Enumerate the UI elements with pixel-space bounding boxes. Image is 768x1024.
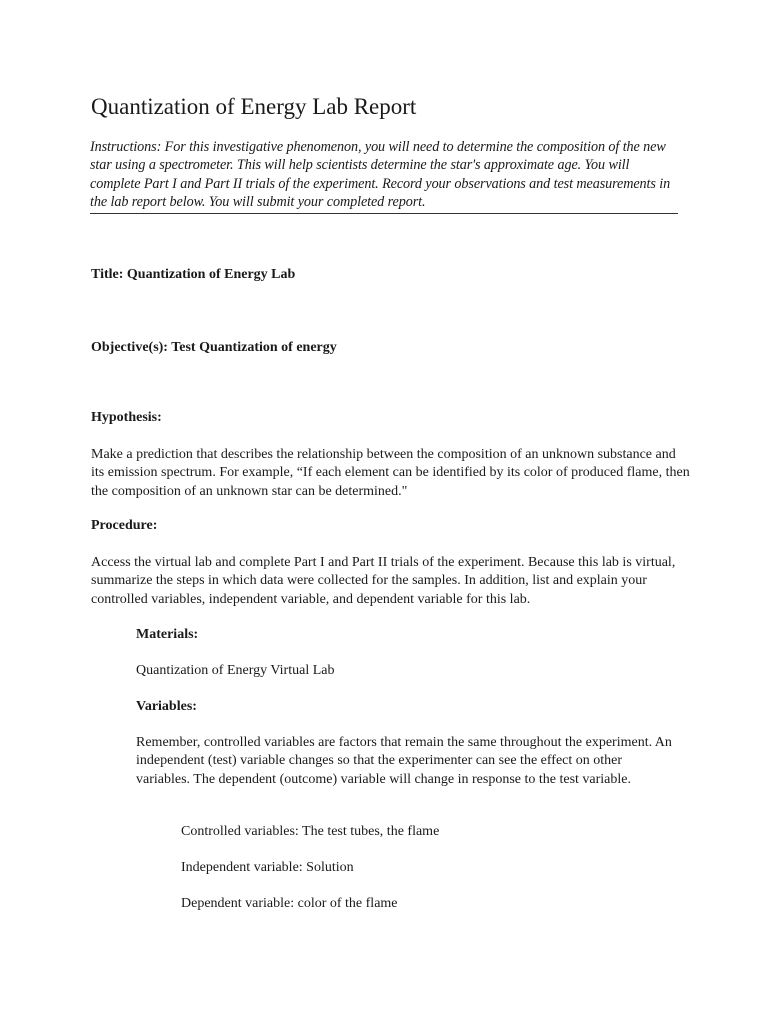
document-title: Quantization of Energy Lab Report — [91, 94, 417, 119]
hypothesis-heading: Hypothesis: — [91, 410, 162, 425]
report-title: Title: Quantization of Energy Lab — [91, 267, 296, 282]
hypothesis-text: Make a prediction that describes the relationship between the composition of an unknown substance and its emission spectrum. For example, “If each element can be identified by its color of produced flame, then the composition of an unknown star can be determined." — [91, 447, 690, 499]
instructions-text: Instructions: For this investigative phenomenon, you will need to determine the composition of the new star using a spectrometer. This will help scientists determine the star's approximate age. You will complete Part I and Part II trials of the experiment. Record your observations and test measurements in the lab report below. You will submit your completed report. — [90, 138, 678, 214]
variables-text: Remember, controlled variables are factors that remain the same throughout the experiment. An independent (test) variable changes so that the experimenter can see the effect on other variables. The dependent (outcome) variable will change in response to the test variable. — [136, 735, 672, 787]
independent-variable: Independent variable: Solution — [181, 860, 354, 875]
objectives: Objective(s): Test Quantization of energy — [91, 340, 337, 355]
materials-heading: Materials: — [136, 627, 199, 642]
procedure-heading: Procedure: — [91, 518, 158, 533]
dependent-variable: Dependent variable: color of the flame — [181, 896, 398, 911]
procedure-text: Access the virtual lab and complete Part I and Part II trials of the experiment. Because this lab is virtual, summarize the steps in which data were collected for the samples. In addition, list and explain your controlled variables, independent variable, and dependent variable for this lab. — [91, 555, 676, 607]
variables-heading: Variables: — [136, 699, 197, 714]
controlled-variables: Controlled variables: The test tubes, the flame — [181, 824, 440, 839]
materials-text: Quantization of Energy Virtual Lab — [136, 663, 335, 678]
